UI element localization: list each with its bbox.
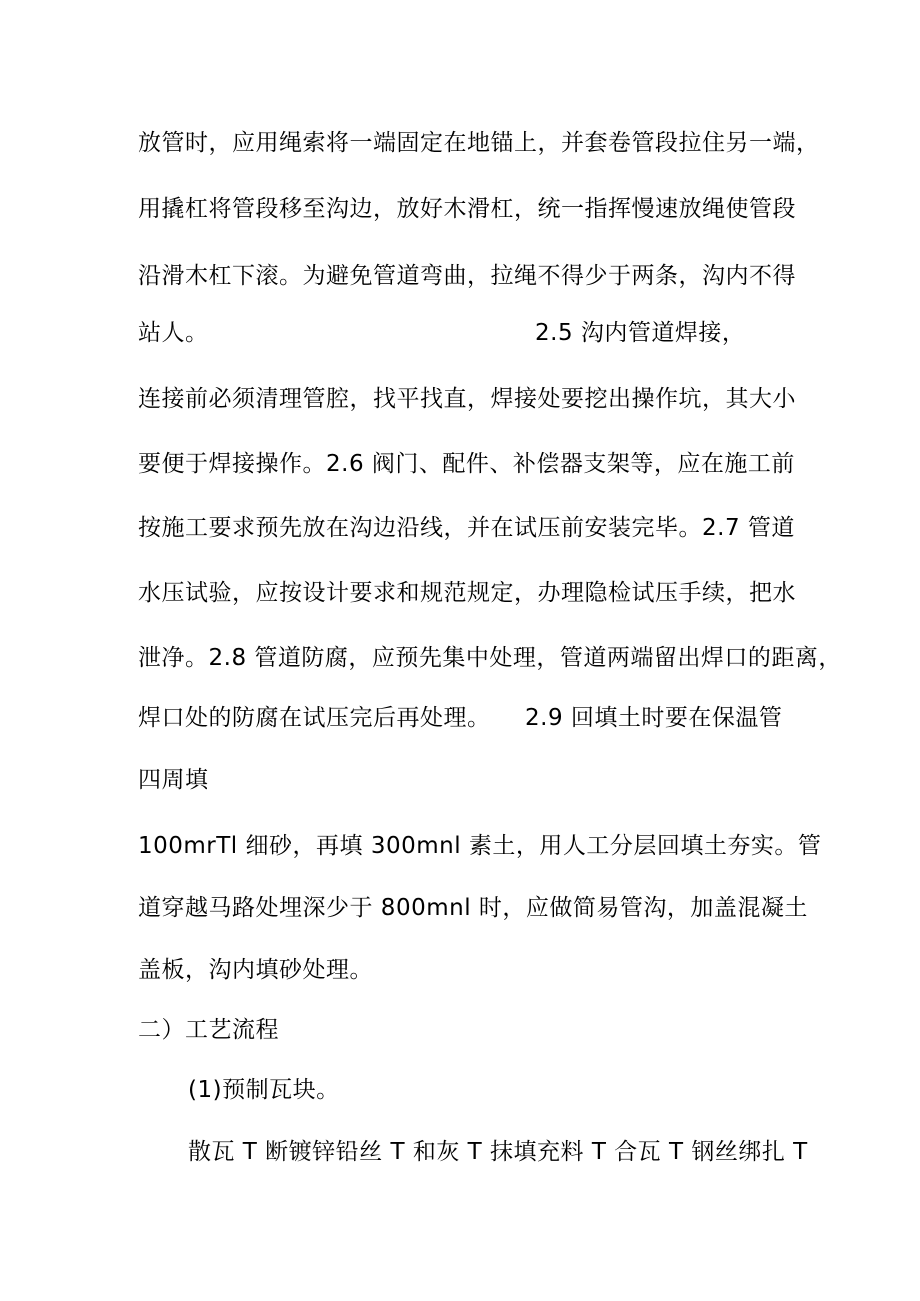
paragraph-line: 站人。 (138, 320, 209, 346)
section-heading-2-9: 2.9 回填土时要在保温管 (525, 705, 783, 731)
paragraph-line: 水压试验，应按设计要求和规范规定，办理隐检试压手续，把水 (138, 580, 796, 606)
process-flow-line: 散瓦 T 断镀锌铅丝 T 和灰 T 抹填充料 T 合瓦 T 钢丝绑扎 T (188, 1139, 808, 1165)
paragraph-line: 按施工要求预先放在沟边沿线，并在试压前安装完毕。2.7 管道 (138, 515, 795, 541)
subsection-heading: (1)预制瓦块。 (188, 1077, 340, 1103)
paragraph-line: 要便于焊接操作。2.6 阀门、配件、补偿器支架等，应在施工前 (138, 451, 795, 477)
paragraph-line: 盖板，沟内填砂处理。 (138, 957, 373, 983)
section-heading: 二）工艺流程 (138, 1017, 279, 1043)
paragraph-line: 100mrTl 细砂，再填 300mnl 素土，用人工分层回填土夯实。管 (138, 833, 822, 859)
paragraph-line: 放管时，应用绳索将一端固定在地锚上，并套卷管段拉住另一端， (138, 130, 820, 156)
paragraph-line: 沿滑木杠下滚。为避免管道弯曲，拉绳不得少于两条，沟内不得 (138, 263, 796, 289)
paragraph-line: 用撬杠将管段移至沟边，放好木滑杠，统一指挥慢速放绳使管段 (138, 196, 796, 222)
paragraph-line: 四周填 (138, 767, 209, 793)
paragraph-line: 泄净。2.8 管道防腐，应预先集中处理，管道两端留出焊口的距离， (138, 645, 842, 671)
paragraph-line: 连接前必须清理管腔，找平找直，焊接处要挖出操作坑，其大小 (138, 386, 796, 412)
section-heading-2-5: 2.5 沟内管道焊接， (535, 320, 746, 346)
paragraph-line: 道穿越马路处埋深少于 800mnl 时，应做简易管沟，加盖混凝土 (138, 895, 808, 921)
paragraph-line: 焊口处的防腐在试压完后再处理。 (138, 705, 491, 731)
